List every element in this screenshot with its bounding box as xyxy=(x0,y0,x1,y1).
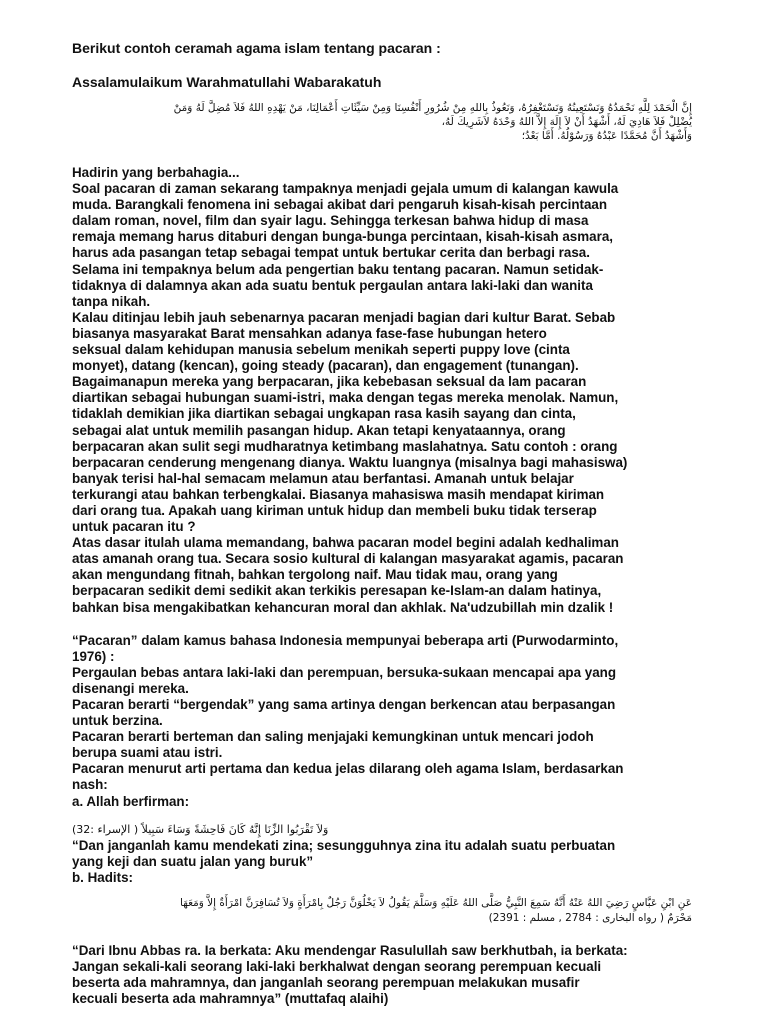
text-line: biasanya masyarakat Barat mensahkan adanya fase-fase hubungan hetero xyxy=(72,325,547,341)
text-line: 1976) : xyxy=(72,648,115,664)
document-body xyxy=(72,40,712,1007)
salam-greeting: Assalamulaikum Warahmatullahi Wabarakatuh xyxy=(72,74,382,90)
text-line: Kalau ditinjau lebih jauh sebenarnya pacaran menjadi bagian dari kultur Barat. Sebab xyxy=(72,309,616,325)
text-line: berpacaran akan sulit segi mudharatnya ketimbang maslahatnya. Satu contoh : orang xyxy=(72,438,618,454)
text-line: Selama ini tempaknya belum ada pengertian baku tentang pacaran. Namun setidak- xyxy=(72,261,604,277)
text-line: berpacaran cenderung mengenang dianya. Waktu luangnya (misalnya bagi mahasiswa) xyxy=(72,454,628,470)
hadith-arabic xyxy=(72,896,692,926)
text-line: berpacaran sedikit demi sedikit akan terkikis peresapan ke-Islam-an dalam hatinya, xyxy=(72,583,602,599)
arabic-line: إِنَّ الْحَمْدَ لِلَّهِ نَحْمَدُهُ وَنَسْتَعِينُهُ وَنَسْتَغْفِرُهُ، وَنَعُوذُ بِاللهِ مِنْ شُرُورِ أَنْفُسِنَا وَمِنْ سَيِّئَاتِ أَعْمَالِنَا، مَنْ يَهْدِهِ اللهُ فَلاَ مُضِلَّ لَهُ وَمَنْ xyxy=(173,102,692,114)
arabic-line: وَأَشْهَدُ أَنَّ مُحَمَّدًا عَبْدُهُ وَرَسُوْلُهُ. أَمَّا بَعْدُ؛ xyxy=(521,130,692,142)
text-line: remaja memang harus ditaburi dengan bunga-bunga percintaan, kisah-kisah asmara, xyxy=(72,229,613,245)
text-line: sebagai alat untuk memilih pasangan hidup. Akan tetapi kenyataannya, orang xyxy=(72,422,566,438)
text-line: muda. Barangkali fenomena ini sebagai akibat dari pengaruh kisah-kisah percintaan xyxy=(72,197,608,213)
text-line: diartikan sebagai hubungan suami-istri, maka dengan tegas mereka menolak. Namun, xyxy=(72,390,619,406)
text-line: a. Allah berfirman: xyxy=(72,793,190,809)
verse-arabic: وَلاَ تَقْرَبُوا الزِّنَا إِنَّهُ كَانَ فَاحِشَةً وَسَاءَ سَبِيلاً ( الإسراء :32) xyxy=(72,822,329,836)
text-line: terkurangi atau bahkan terbengkalai. Biasanya mahasiswa masih mendapat kiriman xyxy=(72,486,605,502)
paragraph-definitions xyxy=(72,633,712,810)
text-line: yang keji dan suatu jalan yang buruk” xyxy=(72,853,314,869)
text-line: tidaklah demikian jika diartikan sebagai ungkapan rasa kasih sayang dan cinta, xyxy=(72,406,576,422)
text-line: Soal pacaran di zaman sekarang tampaknya menjadi gejala umum di kalangan kawula xyxy=(72,181,619,197)
text-line: Hadirin yang berbahagia... xyxy=(72,165,240,180)
text-line: Jangan sekali-kali seorang laki-laki berkhalwat dengan seorang perempuan kecuali xyxy=(72,959,602,975)
document-title: Berikut contoh ceramah agama islam tentang pacaran : xyxy=(72,40,441,56)
text-line: “Dari Ibnu Abbas ra. Ia berkata: Aku mendengar Rasulullah saw berkhutbah, ia berkata: xyxy=(72,942,628,958)
text-line: Pergaulan bebas antara laki-laki dan perempuan, bersuka-sukaan mencapai apa yang xyxy=(72,664,617,680)
text-line: atas amanah orang tua. Secara sosio kultural di kalangan masyarakat agamis, pacaran xyxy=(72,551,624,567)
text-line: berupa suami atau istri. xyxy=(72,745,223,761)
text-line: beserta ada mahramnya, dan janganlah seorang perempuan melakukan musafir xyxy=(72,975,580,991)
text-line: akan mengundang fitnah, bahkan tergolong naif. Mau tidak mau, orang yang xyxy=(72,567,558,583)
text-line: Atas dasar itulah ulama memandang, bahwa pacaran model begini adalah kedhaliman xyxy=(72,535,619,551)
paragraph-intro xyxy=(72,165,712,616)
text-line: untuk berzina. xyxy=(72,713,163,729)
text-line: monyet), datang (kencan), going steady (pacaran), dan engagement (tunangan). xyxy=(72,358,579,374)
text-line: tanpa nikah. xyxy=(72,293,151,309)
text-line: disenangi mereka. xyxy=(72,680,189,696)
paragraph-verse-translation xyxy=(72,838,712,886)
text-line: “Dan janganlah kamu mendekati zina; sesungguhnya zina itu adalah suatu perbuatan xyxy=(72,837,616,853)
text-line: “Pacaran” dalam kamus bahasa Indonesia mempunyai beberapa arti (Purwodarminto, xyxy=(72,632,619,648)
text-line: dalam roman, novel, film dan syair lagu. Sehingga terkesan bahwa hidup di masa xyxy=(72,213,589,229)
paragraph-hadith-translation xyxy=(72,943,712,1007)
text-line: Pacaran berarti berteman dan saling menjajaki kemungkinan untuk mencari jodoh xyxy=(72,729,594,745)
text-line: dari orang tua. Apakah uang kiriman untuk hidup dan membeli buku tidak terserap xyxy=(72,502,597,518)
text-line: Bagaimanapun mereka yang berpacaran, jika kebebasan seksual da lam pacaran xyxy=(72,374,587,390)
arabic-line: يُضْلِلْ فَلاَ هَادِيَ لَهُ، أَشْهَدُ أَنْ لاَ إِلَهَ إِلاَّ اللهُ وَحْدَهُ لاَشَرِيكَ لَهُ، xyxy=(441,116,692,128)
text-line: banyak terisi hal-hal semacam melamun atau berfantasi. Amanah untuk belajar xyxy=(72,470,574,486)
text-line: seksual dalam kehidupan manusia sebelum menikah seperti puppy love (cinta xyxy=(72,342,570,358)
text-line: Pacaran menurut arti pertama dan kedua jelas dilarang oleh agama Islam, berdasarkan xyxy=(72,761,624,777)
opening-arabic xyxy=(72,101,692,143)
text-line: kecuali beserta ada mahramnya” (muttafaq alaihi) xyxy=(72,991,389,1007)
arabic-line: مَحْرَمٌ ( رواه البخارى : 2784 , مسلم : 2391) xyxy=(488,911,692,924)
text-line: tidaknya di dalamnya akan ada suatu bentuk pergaulan antara laki-laki dan wanita xyxy=(72,277,593,293)
text-line: Pacaran berarti “bergendak” yang sama artinya dengan berkencan atau berpasangan xyxy=(72,697,616,712)
text-line: untuk pacaran itu ? xyxy=(72,519,196,535)
text-line: nash: xyxy=(72,777,108,793)
text-line: b. Hadits: xyxy=(72,869,134,885)
text-line: harus ada pasangan tetap sebagai tempat untuk bertukar cerita dan berbagi rasa. xyxy=(72,245,590,261)
text-line: bahkan bisa mengakibatkan kehancuran moral dan akhlak. Na'udzubillah min dzalik ! xyxy=(72,599,614,615)
arabic-line: عَنِ ابْنِ عَبَّاسٍ رَضِيَ اللهُ عَنْهُ أَنَّهُ سَمِعَ النَّبِيُّ صَلَّى اللهُ عَلَيْهِ وَسَلَّمَ يَقُولُ لاَ يَخْلُوَنَّ رَجُلٌ بِامْرَأَةٍ وَلاَ تُسَافِرَنَّ امْرَأَةٌ إِلاَّ وَمَعَهَا xyxy=(180,896,692,909)
